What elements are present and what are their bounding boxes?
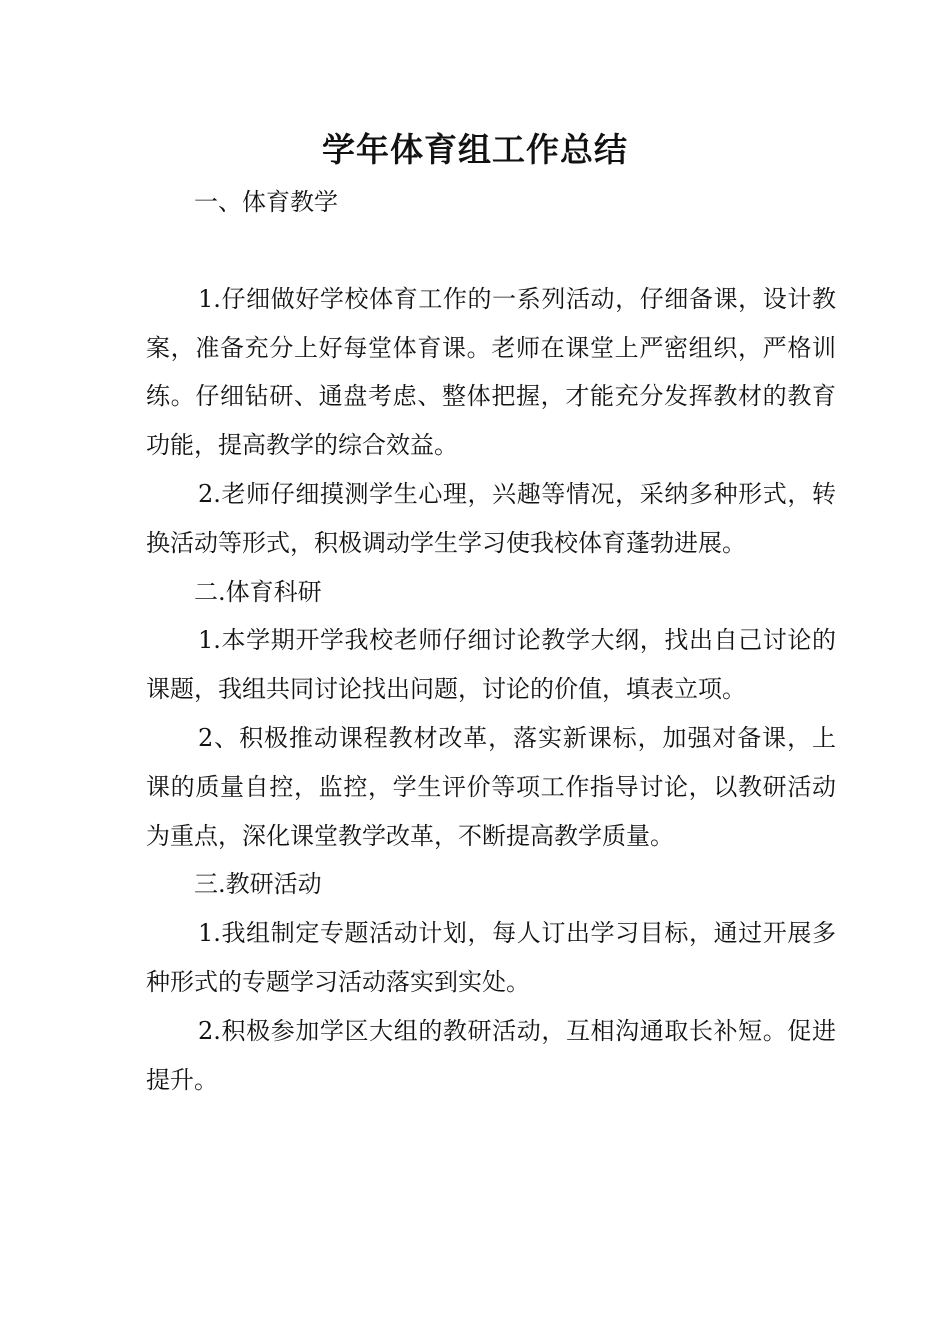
paragraph: 2.积极参加学区大组的教研活动，互相沟通取长补短。促进提升。 (146, 1016, 836, 1094)
document-title: 学年体育组工作总结 (322, 130, 628, 169)
section-heading-teaching: 一、体育教学 (194, 188, 338, 216)
paragraph: 2、积极推动课程教材改革，落实新课标，加强对备课，上课的质量自控，监控，学生评价等项工作指导讨论，以教研活动为重点，深化课堂教学改革，不断提高教学质量。 (146, 723, 836, 850)
paragraph: 1.我组制定专题活动计划，每人订出学习目标，通过开展多种形式的专题学习活动落实到实处。 (146, 919, 836, 996)
paragraph: 1.仔细做好学校体育工作的一系列活动，仔细备课，设计教案，准备充分上好每堂体育课。老师在课堂上严密组织，严格训练。仔细钻研、通盘考虑、整体把握，才能充分发挥教材的教育功能，提高教学的综合效益。 (146, 284, 836, 460)
blank-line (146, 227, 836, 275)
section-heading-research: 二.体育科研 (194, 577, 322, 606)
document-body (146, 178, 836, 1104)
paragraph: 1.本学期开学我校老师仔细讨论教学大纲，找出自己讨论的课题，我组共同讨论找出问题，讨论的价值，填表立项。 (146, 626, 836, 704)
section-heading-activities: 三.教研活动 (194, 870, 322, 899)
paragraph: 2.老师仔细摸测学生心理，兴趣等情况，采纳多种形式，转换活动等形式，积极调动学生学习使我校体育蓬勃进展。 (146, 479, 836, 557)
